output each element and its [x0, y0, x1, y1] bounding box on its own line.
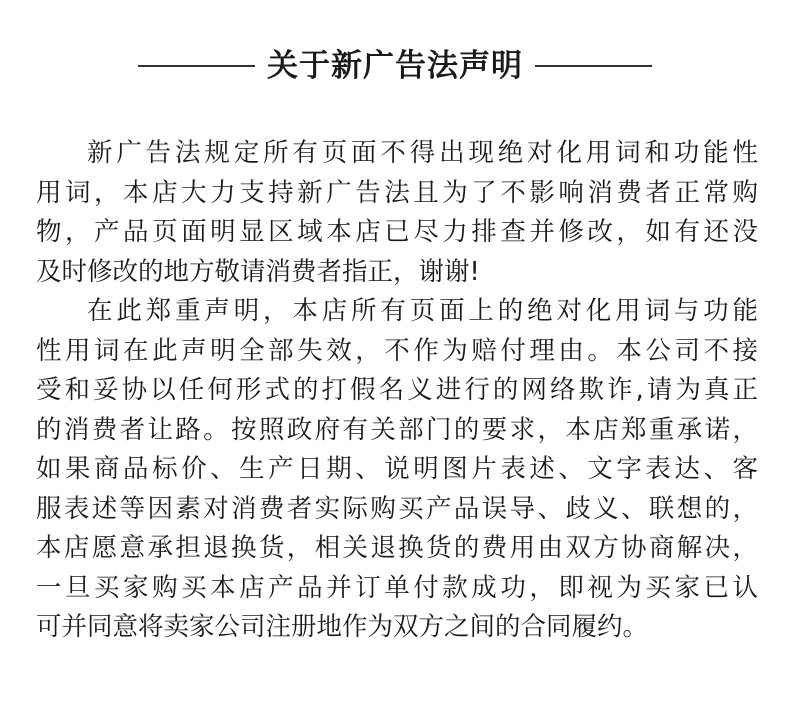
paragraph-1: [36, 134, 758, 292]
paragraph-2-line-2: 性用词在此声明全部失效，不作为赔付理由。本公司不接: [36, 335, 758, 366]
paragraph-2-line-6: 服表述等因素对消费者实际购买产品误导、歧义、联想的，: [36, 493, 758, 524]
paragraph-2-line-5: 如果商品标价、生产日期、说明图片表述、文字表达、客: [36, 454, 758, 484]
paragraph-1-line-2: 用词，本店大力支持新广告法且为了不影响消费者正常购: [36, 177, 758, 208]
heading-row: [0, 40, 790, 92]
paragraph-2-line-4: 的消费者让路。按照政府有关部门的要求，本店郑重承诺，: [36, 414, 758, 445]
paragraph-2-line-8: 一旦买家购买本店产品并订单付款成功，即视为买家已认: [36, 572, 758, 603]
heading-left-rule: [138, 65, 255, 67]
paragraph-2-line-3: 受和妥协以任何形式的打假名义进行的网络欺诈,请为真正: [36, 375, 758, 405]
page-title: 关于新广告法声明: [267, 48, 523, 84]
paragraph-1-line-3: 物，产品页面明显区域本店已尽力排查并修改，如有还没: [36, 217, 758, 247]
paragraph-2-line-7: 本店愿意承担退换货，相关退换货的费用由双方协商解决，: [36, 533, 758, 563]
paragraph-2-line-9: 可并同意将卖家公司注册地作为双方之间的合同履约。: [36, 612, 649, 642]
heading-right-rule: [535, 65, 652, 67]
paragraph-1-line-4: 及时修改的地方敬请消费者指正，谢谢!: [36, 256, 480, 287]
paragraph-1-line-1: 新广告法规定所有页面不得出现绝对化用词和功能性: [87, 138, 758, 168]
statement-body: [36, 134, 758, 648]
paragraph-2: [36, 292, 758, 648]
paragraph-2-line-1: 在此郑重声明，本店所有页面上的绝对化用词与功能: [87, 296, 758, 326]
